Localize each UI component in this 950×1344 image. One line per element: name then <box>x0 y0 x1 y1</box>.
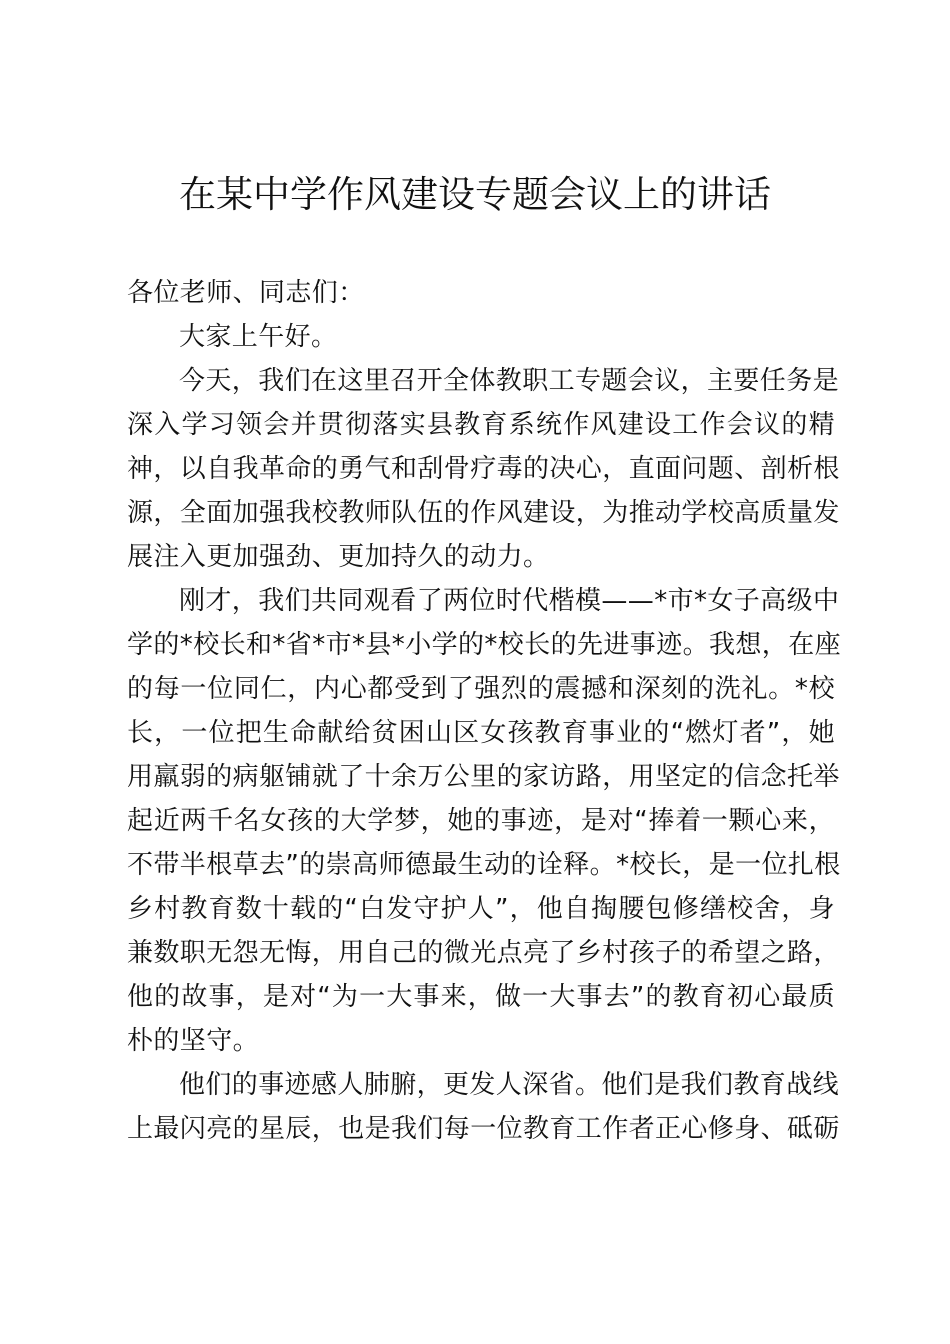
paragraph-greeting <box>127 315 835 359</box>
paragraph-line: 展注入更加强劲、更加持久的动力。 <box>127 542 550 572</box>
document-body <box>127 271 842 1151</box>
paragraph-line: 上最闪亮的星辰，也是我们每一位教育工作者正心修身、砥砺 <box>127 1114 840 1144</box>
paragraph-line: 不带半根草去”的崇高师德最生动的诠释。*校长，是一位扎根 <box>127 850 841 880</box>
paragraph-line: 朴的坚守。 <box>127 1026 260 1056</box>
paragraph-line: 他的故事，是对“为一大事来，做一大事去”的教育初心最质 <box>127 982 835 1012</box>
paragraph-line: 起近两千名女孩的大学梦，她的事迹，是对“捧着一颗心来， <box>127 806 835 836</box>
paragraph-line: 深入学习领会并贯彻落实县教育系统作风建设工作会议的精 <box>127 410 835 440</box>
paragraph-line: 刚才，我们共同观看了两位时代楷模——*市*女子高级中 <box>179 586 840 616</box>
salutation: 各位老师、同志们： <box>127 278 365 308</box>
paragraph-line: 长，一位把生命献给贫困山区女孩教育事业的“燃灯者”，她 <box>127 718 835 748</box>
document-title: 在某中学作风建设专题会议上的讲话 <box>179 173 771 216</box>
paragraph-role-models <box>127 579 842 1063</box>
paragraph-line: 他们的事迹感人肺腑，更发人深省。他们是我们教育战线 <box>179 1070 840 1100</box>
paragraph-line: 学的*校长和*省*市*县*小学的*校长的先进事迹。我想，在座 <box>127 630 842 660</box>
paragraph-line: 源，全面加强我校教师队伍的作风建设，为推动学校高质量发 <box>127 498 840 528</box>
paragraph-line: 大家上午好。 <box>179 322 338 352</box>
paragraph-line: 兼数职无怨无悔，用自己的微光点亮了乡村孩子的希望之路， <box>127 938 840 968</box>
paragraph-line: 神，以自我革命的勇气和刮骨疗毒的决心，直面问题、剖析根 <box>127 454 840 484</box>
paragraph-purpose <box>127 359 840 579</box>
paragraph-line: 的每一位同仁，内心都受到了强烈的震撼和深刻的洗礼。*校 <box>127 674 835 704</box>
paragraph-line: 今天，我们在这里召开全体教职工专题会议，主要任务是 <box>179 366 840 396</box>
paragraph-line: 乡村教育数十载的“白发守护人”，他自掏腰包修缮校舍，身 <box>127 894 835 924</box>
paragraph-line: 用羸弱的病躯铺就了十余万公里的家访路，用坚定的信念托举 <box>127 762 840 792</box>
paragraph-reflection <box>127 1063 840 1151</box>
